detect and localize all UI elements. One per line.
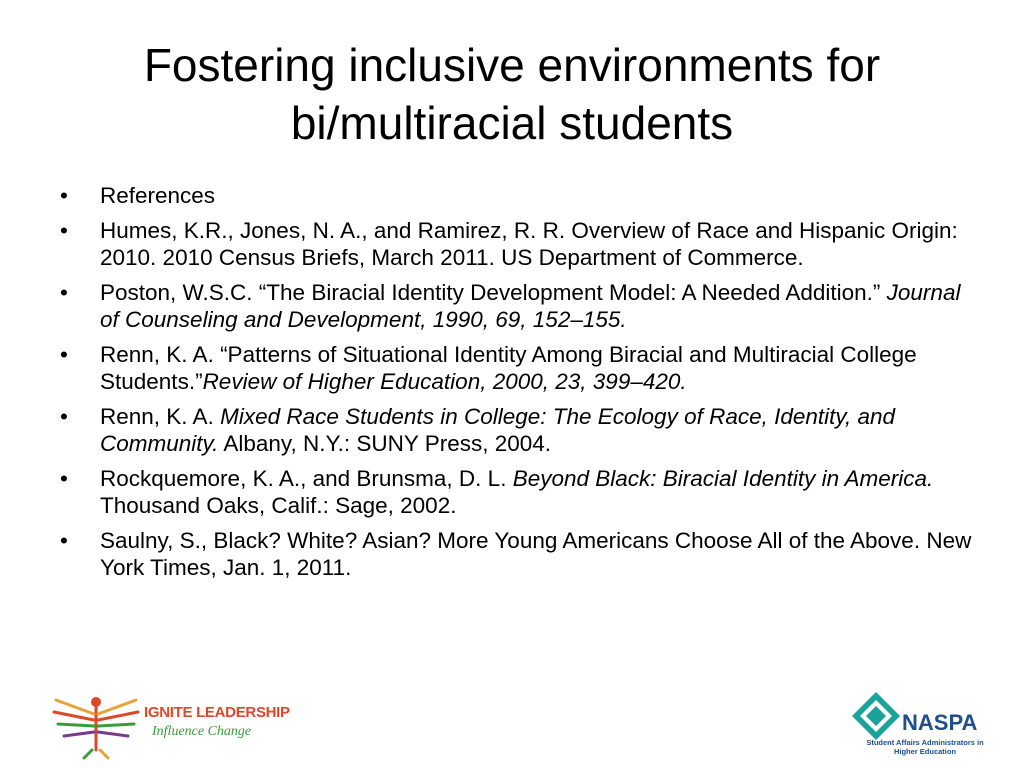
- reference-source: Mixed Race Students in College: The Ecology of Race, Identity, and Community.: [100, 404, 896, 456]
- reference-source: Journal of Counseling and Development, 1990, 69, 152–155.: [100, 280, 961, 332]
- reference-publisher: Albany, N.Y.: SUNY Press, 2004.: [218, 431, 552, 456]
- reference-text: Renn, K. A.: [100, 404, 221, 429]
- reference-source: Beyond Black: Biracial Identity in America.: [512, 466, 934, 491]
- reference-text: Rockquemore, K. A., and Brunsma, D. L.: [100, 466, 513, 491]
- reference-publisher: Thousand Oaks, Calif.: Sage, 2002.: [100, 493, 457, 518]
- references-list: [60, 182, 980, 589]
- reference-item: [60, 527, 980, 581]
- naspa-logo: [850, 690, 986, 760]
- reference-item: [60, 403, 980, 457]
- phoenix-icon: [48, 688, 144, 760]
- naspa-diamond-icon: [850, 690, 902, 742]
- slide-title: [40, 36, 984, 152]
- reference-item: [60, 341, 980, 395]
- reference-text: Humes, K.R., Jones, N. A., and Ramirez, R. R. Overview of Race and Hispanic Origin: 2010. 2010 Census Briefs, March 2011. US Department of Commerce.: [100, 218, 958, 270]
- reference-text: Saulny, S., Black? White? Asian? More Young Americans Choose All of the Above. New York Times, Jan. 1, 2011.: [100, 528, 972, 580]
- reference-item: [60, 465, 980, 519]
- slide-title-line-1: Fostering inclusive environments for: [143, 39, 881, 91]
- reference-item: [60, 182, 980, 209]
- reference-item: [60, 279, 980, 333]
- ignite-logo-tagline: Influence Change: [152, 724, 252, 739]
- reference-text: Poston, W.S.C. “The Biracial Identity Development Model: A Needed Addition.”: [100, 280, 887, 305]
- ignite-leadership-logo: [48, 688, 288, 760]
- reference-item: [60, 217, 980, 271]
- reference-text: Renn, K. A. “Patterns of Situational Identity Among Biracial and Multiracial College Students.”: [100, 342, 917, 394]
- ignite-logo-title: IGNITE LEADERSHIP: [144, 704, 290, 721]
- reference-text: References: [100, 183, 216, 208]
- naspa-logo-tagline: Student Affairs Administrators in Higher Education: [866, 738, 984, 756]
- slide-title-line-2: bi/multiracial students: [290, 97, 734, 149]
- reference-source: Review of Higher Education, 2000, 23, 399–420.: [202, 369, 687, 394]
- naspa-logo-title: NASPA: [902, 710, 978, 735]
